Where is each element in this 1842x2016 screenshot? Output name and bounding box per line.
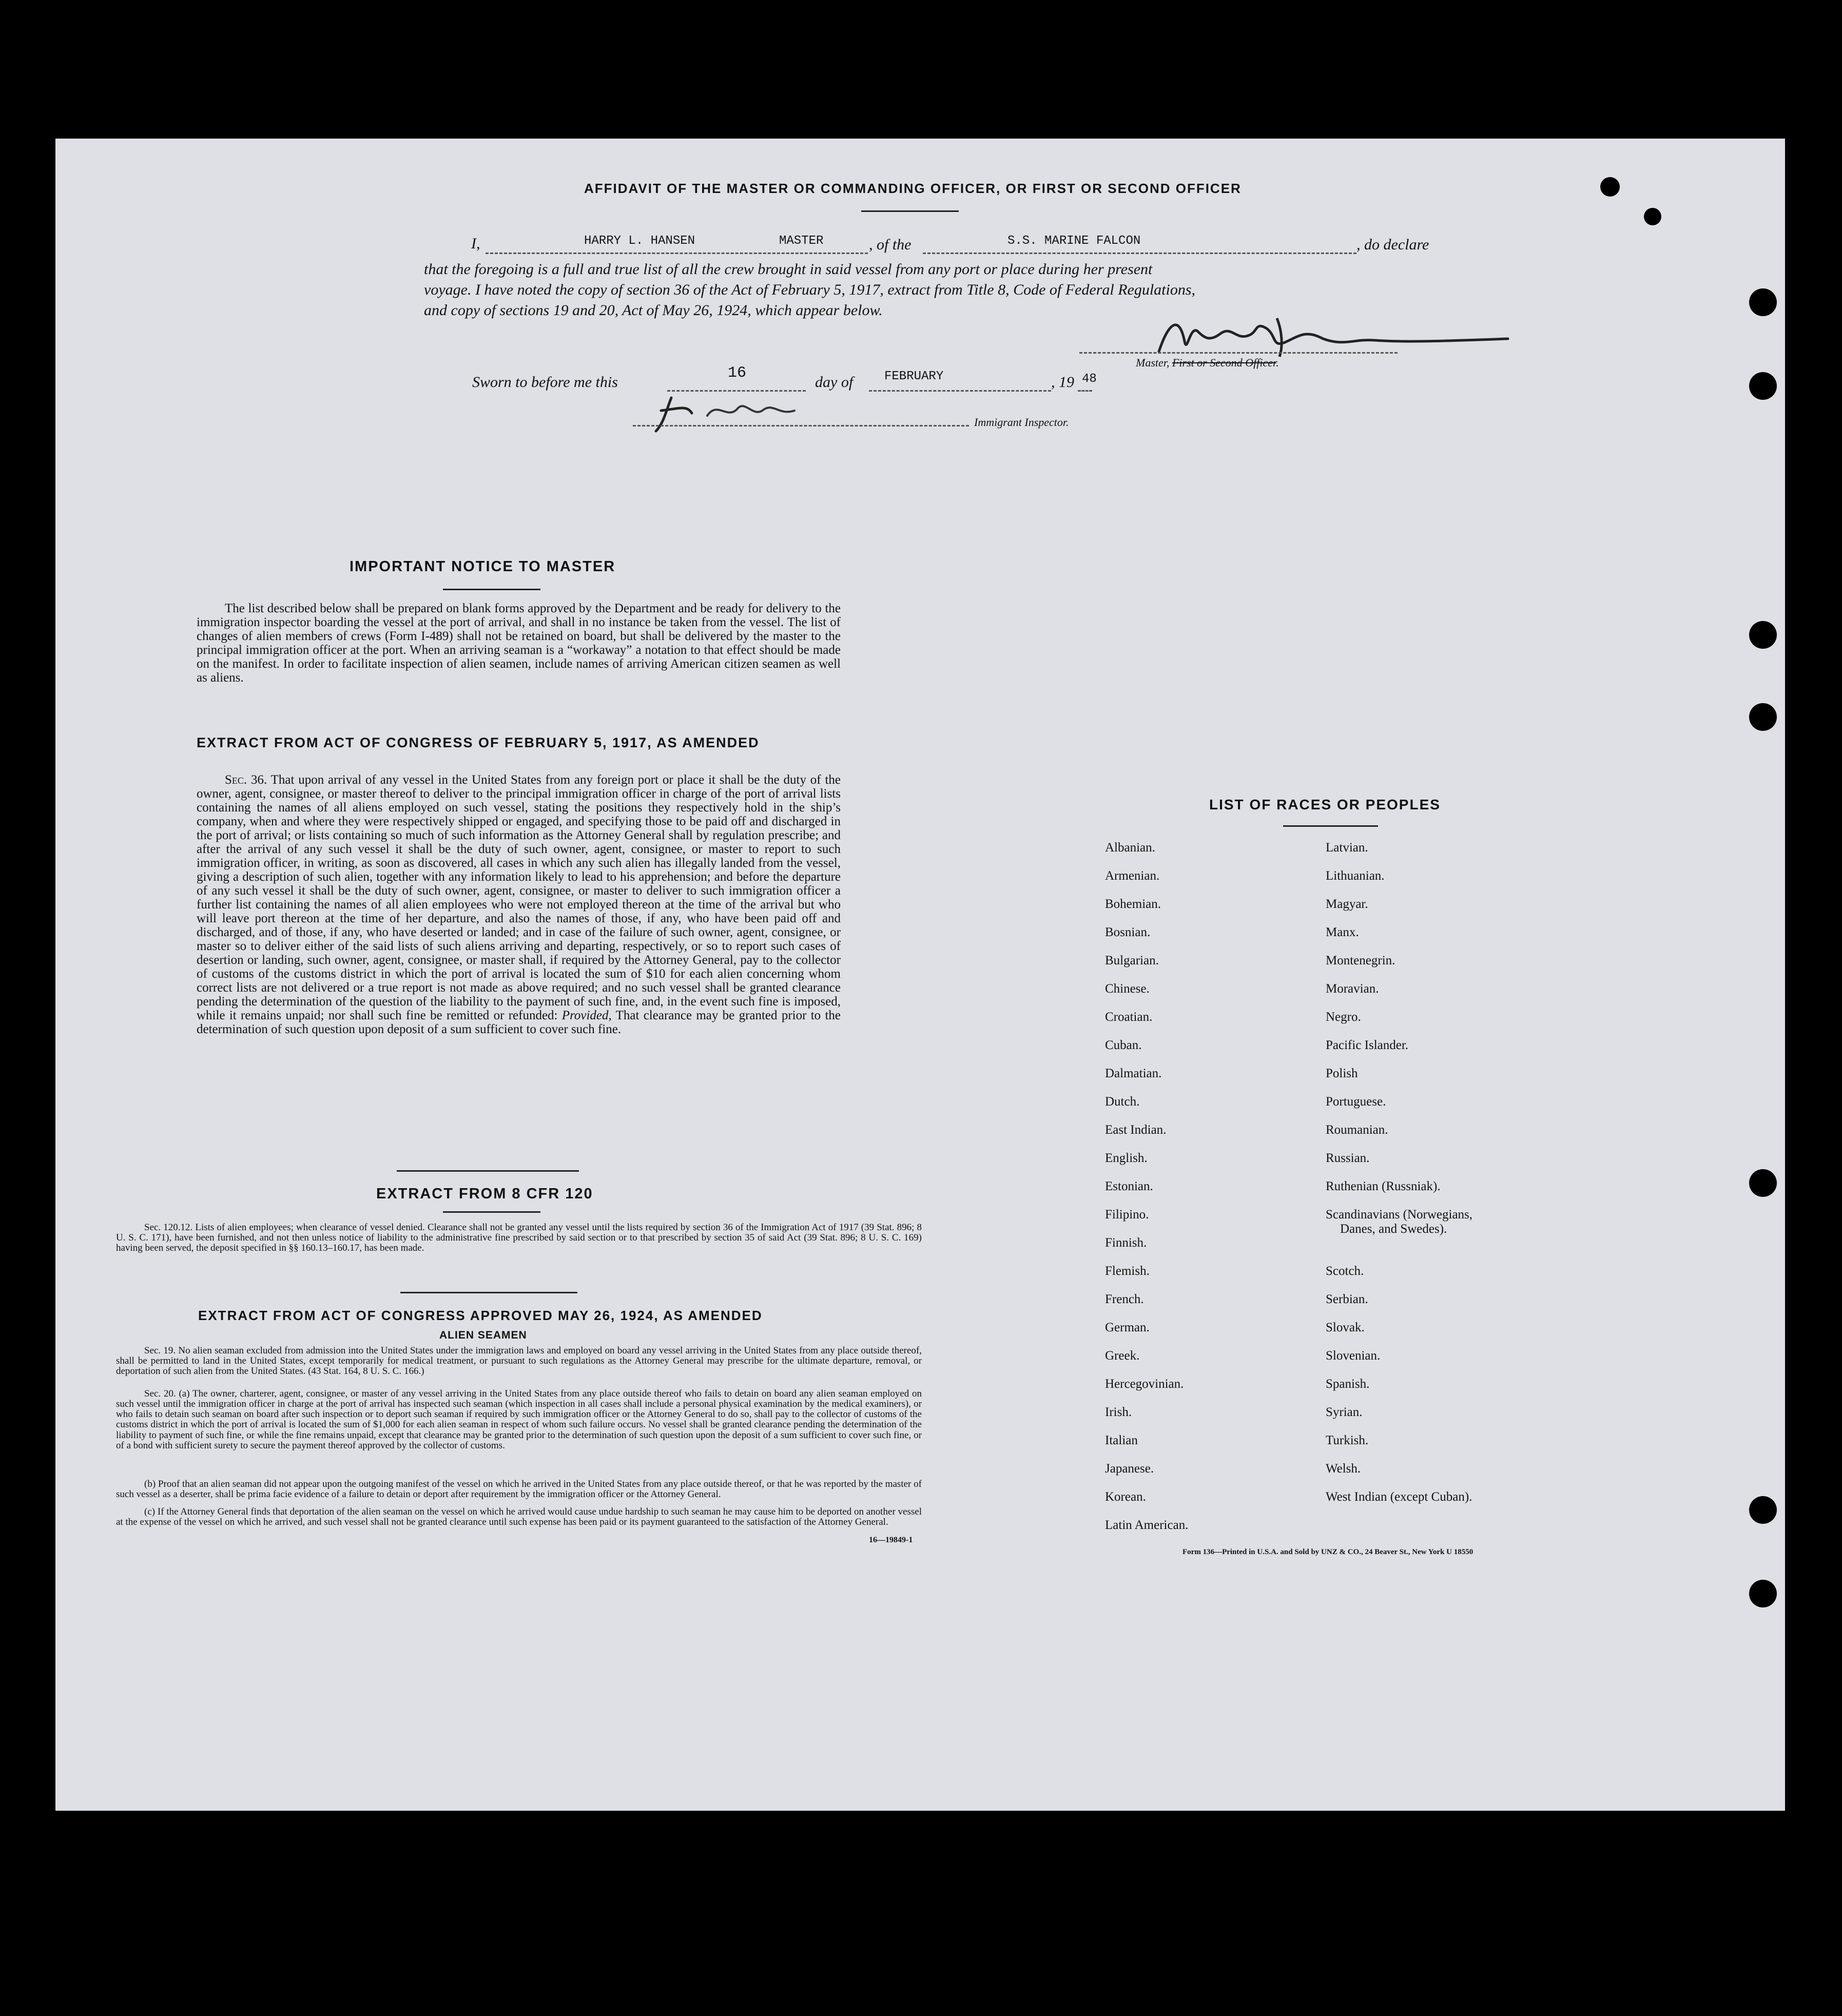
extract-1917-text <box>197 773 841 1036</box>
race-item: French. <box>1105 1292 1144 1306</box>
notice-title: IMPORTANT NOTICE TO MASTER <box>350 558 616 575</box>
extract-1924-subtitle: ALIEN SEAMEN <box>439 1329 527 1341</box>
race-item: Turkish. <box>1326 1433 1369 1447</box>
race-item: Latin American. <box>1105 1518 1189 1532</box>
sworn-year-line <box>1078 390 1092 392</box>
race-item: Moravian. <box>1326 982 1379 996</box>
sworn-month-line <box>869 390 1051 392</box>
race-item: Dutch. <box>1105 1095 1140 1109</box>
race-item: Dalmatian. <box>1105 1067 1162 1080</box>
extract-1924-sec20c: (c) If the Attorney General finds that deportation of the alien seaman on the vessel on which he arrived would cause undue hardship to such seaman he may cause him to be deported on another vessel at the expense of the vessel on which he arrived, and such vessel shall not be granted clearance until such expense has been paid or its payment guaranteed to the satisfaction of the Attorney General. <box>116 1506 922 1528</box>
affidavit-vessel-line <box>923 253 1356 254</box>
extract-1924-title: EXTRACT FROM ACT OF CONGRESS APPROVED MAY 26, 1924, AS AMENDED <box>198 1308 763 1323</box>
sworn-year-prefix: , 19 <box>1051 374 1074 391</box>
race-item: Scandinavians (Norwegians, <box>1326 1208 1473 1222</box>
punch-hole-1 <box>1749 288 1777 316</box>
race-item: Chinese. <box>1105 982 1150 996</box>
master-label-period: . <box>1276 356 1279 369</box>
race-item: English. <box>1105 1151 1148 1165</box>
race-item: Slovak. <box>1326 1321 1365 1334</box>
notice-title-rule <box>443 589 540 590</box>
race-item: East Indian. <box>1105 1123 1167 1137</box>
affidavit-vessel: S.S. MARINE FALCON <box>1007 234 1141 248</box>
race-item: Manx. <box>1326 925 1359 939</box>
affidavit-title: AFFIDAVIT OF THE MASTER OR COMMANDING OFFICER, OR FIRST OR SECOND OFFICER <box>584 181 1242 196</box>
cfr-title: EXTRACT FROM 8 CFR 120 <box>376 1186 593 1202</box>
extract-1917-sec: Sec. 36. <box>225 773 267 787</box>
punch-hole-3 <box>1749 621 1777 649</box>
race-item: Finnish. <box>1105 1236 1147 1250</box>
ink-blot-2 <box>1644 208 1661 225</box>
struck-officer-label: First or Second Officer <box>1172 356 1276 369</box>
race-item: Greek. <box>1105 1349 1140 1363</box>
race-item: Roumanian. <box>1326 1123 1388 1137</box>
notice-text: The list described below shall be prepared on blank forms approved by the Department and be ready for delivery to the immigration inspector boarding the vessel at the port of arrival, and shall in no instance be taken from the vessel. The list of changes of alien members of crews (Form I-489) shall not be retained on board, but shall be delivered by the master to the principal immigration officer at the port. When an arriving seaman is a “workaway” a notation to that effect should be made on the manifest. In order to facilitate inspection of alien seamen, include names of arriving American citizen seamen as well as aliens. <box>197 602 841 685</box>
inspector-label: Immigrant Inspector. <box>974 416 1069 429</box>
race-item: Croatian. <box>1105 1010 1153 1024</box>
affidavit-line-2: that the foregoing is a full and true list of all the crew brought in said vessel from any port or place during her present <box>424 261 1153 278</box>
affidavit-line-3: voyage. I have noted the copy of section 36 of the Act of February 5, 1917, extract from Title 8, Code of Federal Regulations, <box>424 281 1196 298</box>
affidavit-line-4: and copy of sections 19 and 20, Act of May 26, 1924, which appear below. <box>424 302 883 319</box>
master-label <box>1136 356 1279 370</box>
extract-1917-body-b: That clearance may be granted prior to the determination of such question upon deposit of a sum sufficient to cover such fine. <box>197 1009 841 1036</box>
race-item: Polish <box>1326 1067 1358 1080</box>
race-item: Bulgarian. <box>1105 954 1159 967</box>
affidavit-i-label: I, <box>471 235 480 252</box>
extract-1917-provided: Provided, <box>561 1009 612 1022</box>
inspector-line <box>633 425 969 427</box>
race-item: German. <box>1105 1321 1150 1334</box>
race-item: Irish. <box>1105 1405 1132 1419</box>
sworn-year: 48 <box>1082 372 1097 386</box>
affidavit-name-line <box>486 253 868 254</box>
race-item: Lithuanian. <box>1326 869 1385 883</box>
extract-1924-sec20a: Sec. 20. (a) The owner, charterer, agent, consignee, or master of any vessel arriving in the United States from any place outside thereof who fails to detain on board any alien seaman employed on such vessel until the immigration officer in charge at the port of arrival has inspected such seaman (which inspection in all cases shall include a personal physical examination by the medical examiners), or who fails to detain such seaman on board after such inspection or to deport such seaman if required by such immigration officer or the Attorney General to do so, shall pay to the collector of customs of the customs district in which the port of arrival is located the sum of $1,000 for each alien seaman in respect of whom such failure occurs. No vessel shall be granted clearance pending the determination of the liability to payment of such fine, or while the fine remains unpaid, except that clearance may be granted prior to the determination of such question upon the deposit of a sum sufficient to cover such fine, or of a bond with sufficient surety to secure the payment thereof approved by the collector of customs. <box>116 1388 922 1451</box>
race-item: Latvian. <box>1326 841 1368 855</box>
sworn-day: 16 <box>728 364 747 382</box>
master-signature-line <box>1079 352 1398 354</box>
cfr-title-rule <box>443 1211 540 1213</box>
document-page <box>55 139 1785 1811</box>
punch-hole-7 <box>1749 1580 1777 1607</box>
race-item: Portuguese. <box>1326 1095 1386 1109</box>
print-code: 16—19849-1 <box>869 1536 913 1544</box>
affidavit-of-the: , of the <box>869 236 912 253</box>
affidavit-name: HARRY L. HANSEN <box>584 234 695 248</box>
race-item: Armenian. <box>1105 869 1160 883</box>
master-signature <box>1149 311 1518 362</box>
affidavit-title-rule <box>861 210 959 212</box>
master-label-text: Master, <box>1136 356 1170 369</box>
race-item: Spanish. <box>1326 1377 1370 1391</box>
sworn-day-of: day of <box>815 374 854 391</box>
punch-hole-5 <box>1749 1169 1777 1197</box>
extract-1924-sec19: Sec. 19. No alien seaman excluded from admission into the United States under the immigration laws and employed on board any vessel arriving in the United States from any place outside thereof, shall be permitted to land in the United States, except temporarily for medical treatment, or pursuant to such regulations as the Attorney General may prescribe for the ultimate departure, removal, or deportation of such alien from the United States. (43 Stat. 164, 8 U. S. C. 166.) <box>116 1345 922 1377</box>
extract-1917-end-rule <box>397 1170 579 1172</box>
punch-hole-6 <box>1749 1496 1777 1524</box>
race-item: Pacific Islander. <box>1326 1038 1409 1052</box>
race-item: Bohemian. <box>1105 897 1161 911</box>
race-item: Syrian. <box>1326 1405 1363 1419</box>
extract-1924-sec20b: (b) Proof that an alien seaman did not appear upon the outgoing manifest of the vessel on which he arrived in the United States from any place outside thereof, or that he was reported by the master of such vessel as a deserter, shall be prima facie evidence of a failure to detain or deport after requirement by the immigration officer or the Attorney General. <box>116 1479 922 1500</box>
sworn-month: FEBRUARY <box>884 370 944 383</box>
extract-1917-title: EXTRACT FROM ACT OF CONGRESS OF FEBRUARY 5, 1917, AS AMENDED <box>197 735 760 750</box>
form-footer: Form 136—Printed in U.S.A. and Sold by UNZ & CO., 24 Beaver St., New York U 18550 <box>1182 1548 1473 1556</box>
affidavit-do-declare: , do declare <box>1356 236 1429 253</box>
race-item: Estonian. <box>1105 1179 1153 1193</box>
race-item: Ruthenian (Russniak). <box>1326 1179 1441 1193</box>
race-item: Montenegrin. <box>1326 954 1395 967</box>
ink-blot-1 <box>1600 177 1620 197</box>
race-item: West Indian (except Cuban). <box>1326 1490 1472 1504</box>
races-title-rule <box>1283 825 1378 827</box>
race-item: Cuban. <box>1105 1038 1142 1052</box>
race-item: Albanian. <box>1105 841 1155 855</box>
race-item: Scotch. <box>1326 1264 1364 1278</box>
races-title: LIST OF RACES OR PEOPLES <box>1209 797 1441 812</box>
race-item: Bosnian. <box>1105 925 1151 939</box>
race-item: Italian <box>1105 1433 1138 1447</box>
extract-1917-body-a: That upon arrival of any vessel in the United States from any foreign port or place it shall be the duty of the owner, agent, consignee, or master thereof to deliver to the principal immigration officer in charge of the port of arrival lists containing the names of all aliens employed on such vessel, stating the positions they respectively hold in the ship’s company, when and where they were respectively shipped or engaged, and specifying those to be paid off and discharged in the port of arrival; or lists containing so much of such information as the Attorney General shall by regulation prescribe; and after the arrival of any such vessel it shall be the duty of such owner, agent, consignee, or master to report to such immigration officer, in writing, as soon as discovered, all cases in which any such alien has illegally landed from the vessel, giving a description of such alien, together with any information likely to lead to his apprehension; and before the departure of any such vessel it shall be the duty of such owner, agent, consignee, or master to deliver to such immigration officer a further list containing the names of all alien employees who were not employed thereon at the time of the arrival but who will leave port thereon at the time of her departure, and also the names of those, if any, who have been paid off and discharged, and of those, if any, who have deserted or landed; and in case of the failure of such owner, agent, consignee, or master so to deliver either of the said lists of such aliens arriving and departing, respectively, or so to report such cases of desertion or landing, such owner, agent, consignee, or master shall, if required by the Attorney General, pay to the collector of customs of the customs district in which the port of arrival is located the sum of $10 for each alien concerning whom correct lists are not delivered or a true report is not made as above required; and no such vessel shall be granted clearance pending the determination of the question of the liability to the payment of such fine, and, in the event such fine is imposed, while it remains unpaid; nor shall such fine be remitted or refunded: <box>197 773 841 1022</box>
affidavit-rank: MASTER <box>779 234 824 248</box>
race-item: Serbian. <box>1326 1292 1368 1306</box>
punch-hole-2 <box>1749 372 1777 400</box>
race-item: Flemish. <box>1105 1264 1150 1278</box>
cfr-text: Sec. 120.12. Lists of alien employees; when clearance of vessel denied. Clearance shall not be granted any vessel until the lists required by section 36 of the Immigration Act of 1917 (39 Stat. 896; 8 U. S. C. 171), have been furnished, and not then unless notice of liability to the administrative fine prescribed by said section or to that prescribed by section 35 of said Act (39 Stat. 896; 8 U. S. C. 169) having been served, the deposit specified in §§ 160.13–160.17, has been made. <box>116 1222 922 1254</box>
race-item: Danes, and Swedes). <box>1340 1222 1447 1236</box>
race-item: Negro. <box>1326 1010 1361 1024</box>
cfr-end-rule <box>400 1292 577 1293</box>
race-item: Slovenian. <box>1326 1349 1381 1363</box>
punch-hole-4 <box>1749 703 1777 731</box>
sworn-label: Sworn to before me this <box>472 374 618 391</box>
race-item: Japanese. <box>1105 1462 1154 1476</box>
race-item: Welsh. <box>1326 1462 1361 1476</box>
race-item: Magyar. <box>1326 897 1368 911</box>
race-item: Korean. <box>1105 1490 1146 1504</box>
inspector-signature <box>651 390 846 436</box>
race-item: Russian. <box>1326 1151 1370 1165</box>
race-item: Hercegovinian. <box>1105 1377 1184 1391</box>
race-item: Filipino. <box>1105 1208 1149 1222</box>
